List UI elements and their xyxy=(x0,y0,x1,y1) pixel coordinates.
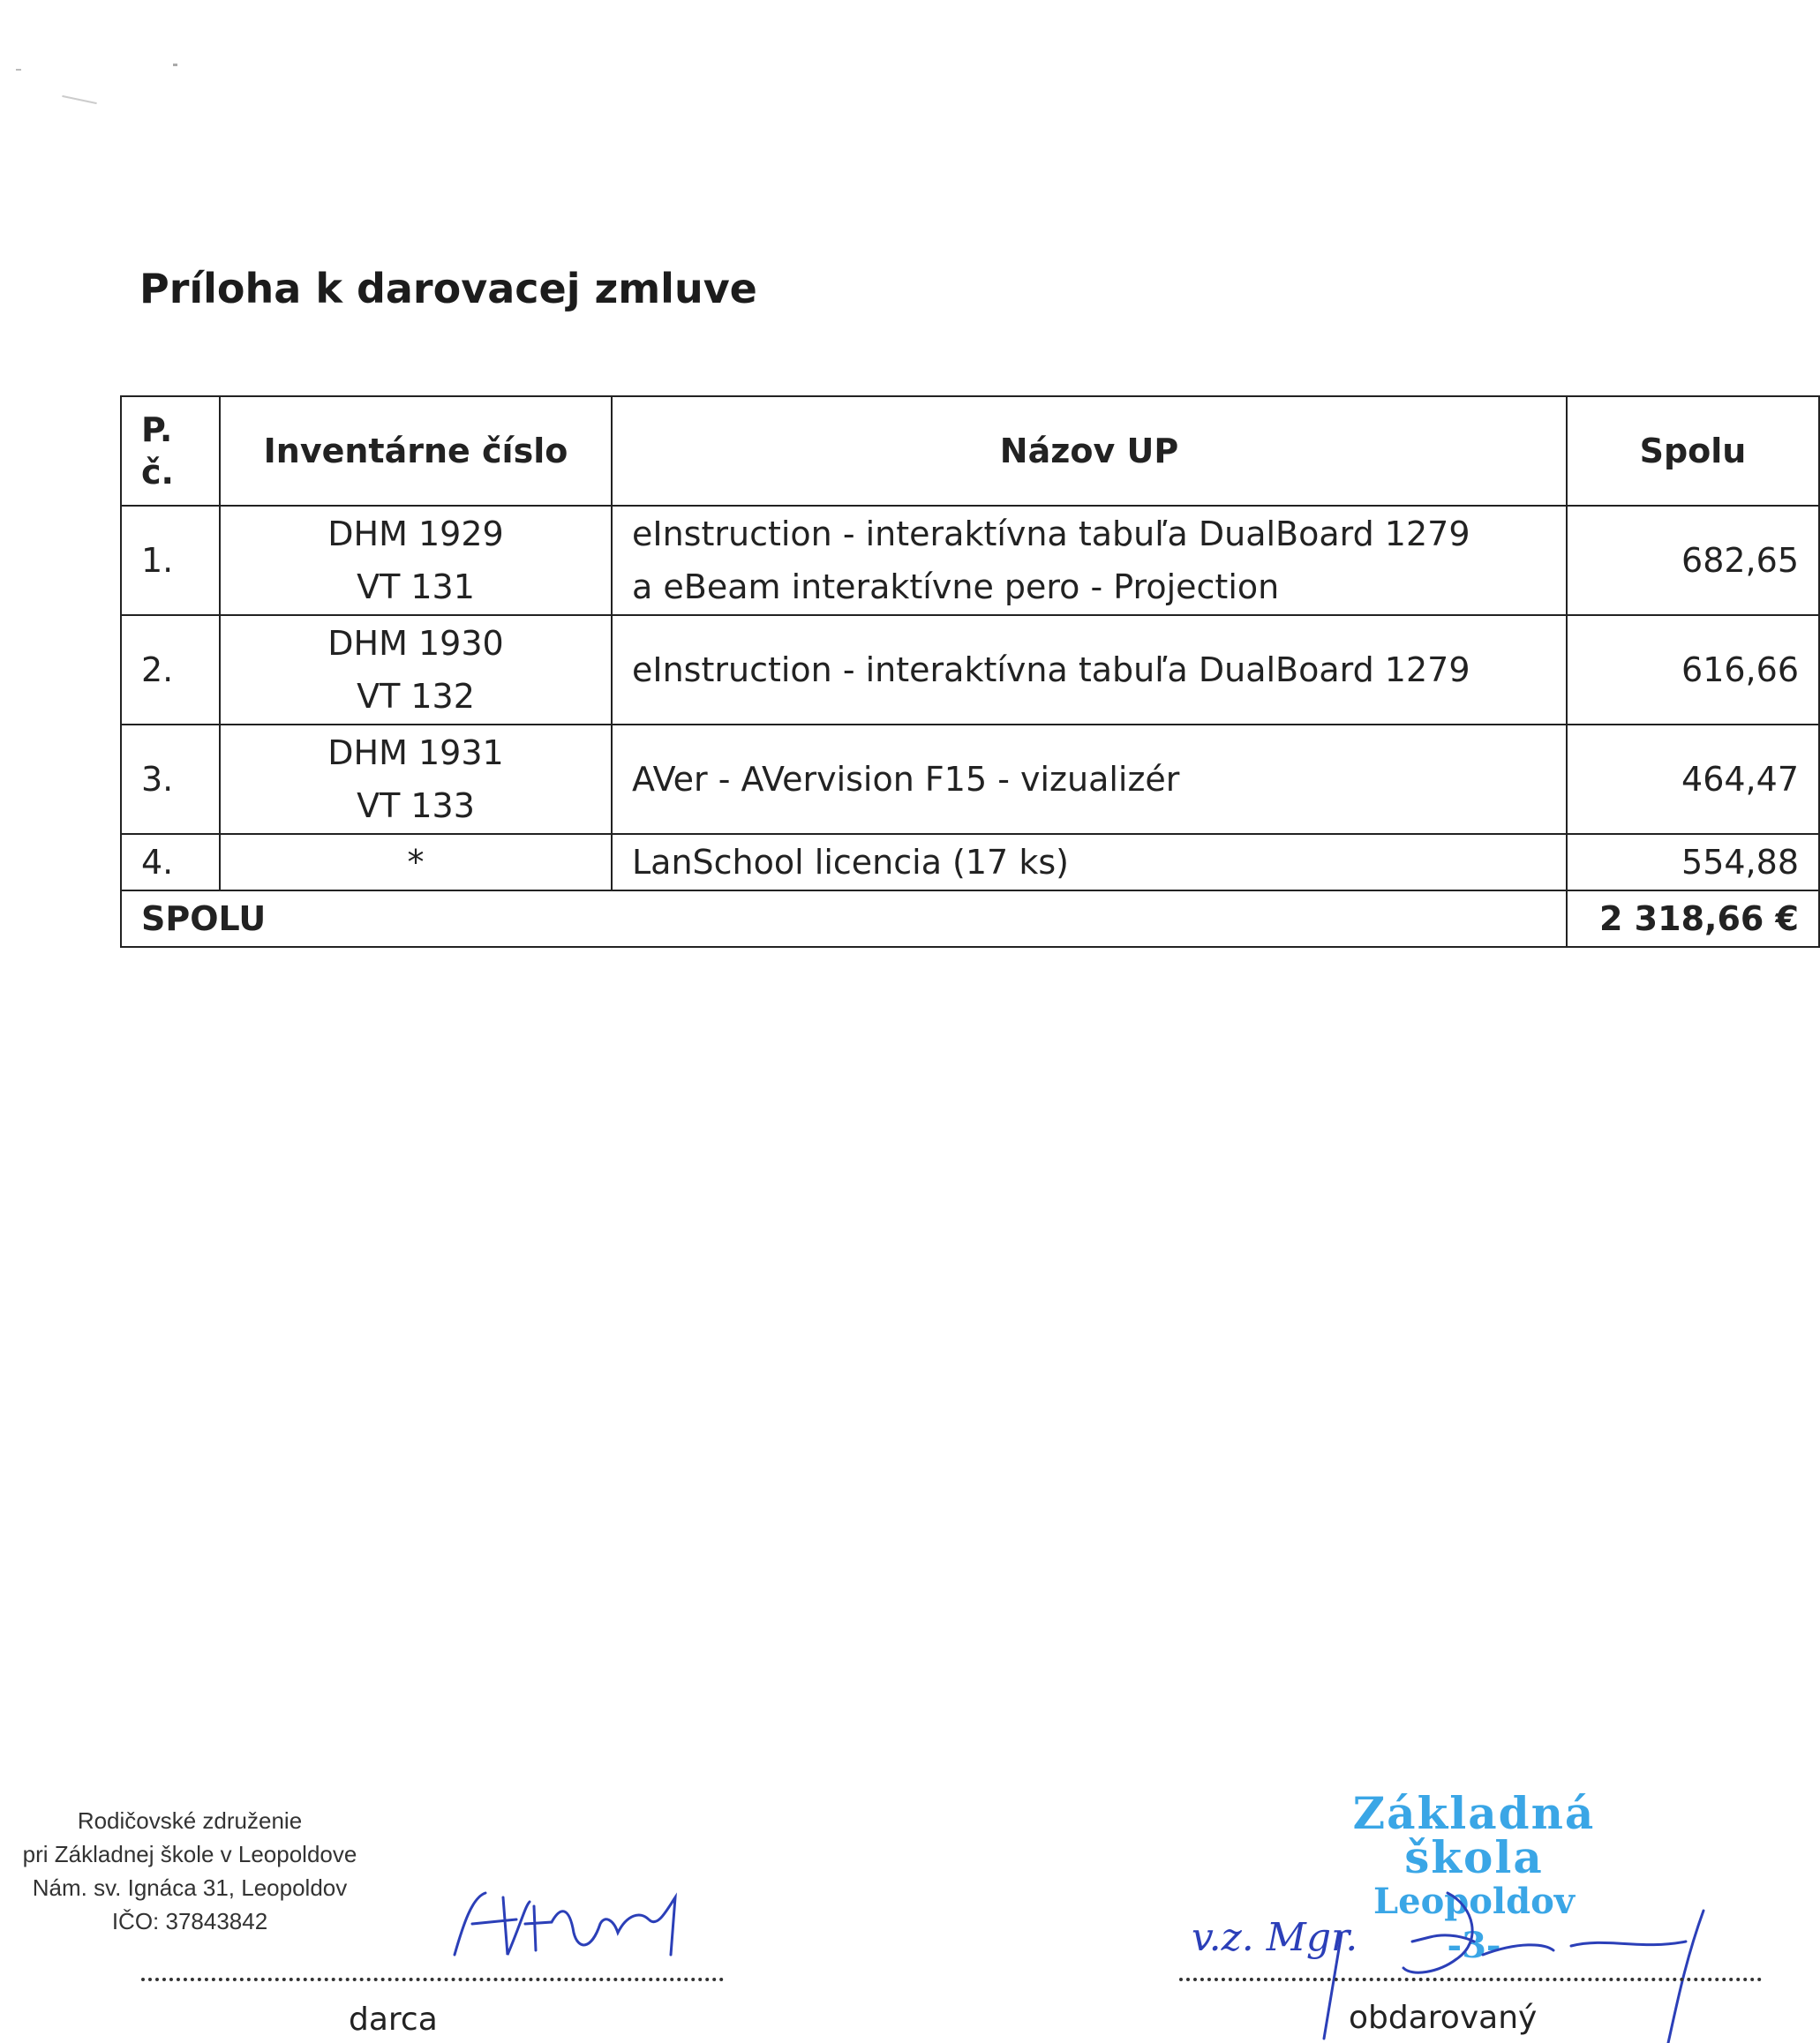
recipient-stamp-line: Základná škola xyxy=(1352,1787,1596,1883)
inventory-line: DHM 1929 xyxy=(327,515,504,553)
recipient-signature-line xyxy=(1179,1978,1762,1981)
row-number: 3. xyxy=(121,725,220,834)
row-number: 1. xyxy=(121,506,220,615)
donor-signature xyxy=(437,1871,702,1968)
name-cell xyxy=(612,506,1567,615)
total-cell: 554,88 xyxy=(1567,834,1819,890)
inventory-line: VT 132 xyxy=(357,677,475,716)
table-row xyxy=(121,834,1819,890)
donor-signature-line xyxy=(141,1978,724,1981)
table-total-row xyxy=(121,890,1819,947)
scan-speck xyxy=(16,69,21,71)
header-total: Spolu xyxy=(1567,396,1819,506)
inventory-line: VT 133 xyxy=(357,786,475,825)
name-line: AVer - AVervision F15 - vizualizér xyxy=(632,760,1180,799)
donor-stamp-line: IČO: 37843842 xyxy=(111,1908,268,1934)
total-cell: 682,65 xyxy=(1567,506,1819,615)
donor-label: darca xyxy=(349,2002,438,2038)
row-number: 4. xyxy=(121,834,220,890)
inventory-cell: * xyxy=(220,834,612,890)
inventory-cell xyxy=(220,506,612,615)
name-cell xyxy=(612,615,1567,725)
recipient-stamp-line: Leopoldov xyxy=(1373,1881,1575,1922)
scan-speck xyxy=(62,95,97,104)
donor-stamp-line: Rodičovské združenie xyxy=(77,1807,303,1834)
table-row xyxy=(121,506,1819,615)
row-number: 2. xyxy=(121,615,220,725)
inventory-line: DHM 1931 xyxy=(327,733,504,772)
recipient-stamp-line: -3- xyxy=(1447,1925,1501,1966)
header-inventory: Inventárne číslo xyxy=(220,396,612,506)
donor-stamp-line: Nám. sv. Ignáca 31, Leopoldov xyxy=(32,1874,348,1901)
inventory-line: DHM 1930 xyxy=(327,624,504,663)
total-cell: 464,47 xyxy=(1567,725,1819,834)
inventory-table xyxy=(120,395,1820,948)
inventory-cell xyxy=(220,725,612,834)
grand-total: 2 318,66 € xyxy=(1567,890,1819,947)
donor-stamp-line: pri Základnej škole v Leopoldove xyxy=(22,1841,357,1867)
page-title: Príloha k darovacej zmluve xyxy=(139,265,757,312)
header-name: Názov UP xyxy=(612,396,1567,506)
recipient-handwriting: v.z. Mgr. xyxy=(1192,1915,1358,1960)
inventory-line: VT 131 xyxy=(357,567,475,606)
table-header-row xyxy=(121,396,1819,506)
name-line: eInstruction - interaktívna tabuľa DualBoard 1279 xyxy=(632,650,1470,689)
name-cell xyxy=(612,725,1567,834)
table-row xyxy=(121,615,1819,725)
inventory-cell xyxy=(220,615,612,725)
scan-speck xyxy=(173,64,177,66)
donor-stamp xyxy=(0,1804,380,1938)
table-row xyxy=(121,725,1819,834)
name-cell: LanSchool licencia (17 ks) xyxy=(612,834,1567,890)
recipient-label: obdarovaný xyxy=(1349,2000,1538,2036)
header-no: P. č. xyxy=(121,396,220,506)
name-line: a eBeam interaktívne pero - Projection xyxy=(632,567,1280,606)
total-label: SPOLU xyxy=(121,890,1567,947)
total-cell: 616,66 xyxy=(1567,615,1819,725)
name-line: eInstruction - interaktívna tabuľa DualBoard 1279 xyxy=(632,515,1470,553)
